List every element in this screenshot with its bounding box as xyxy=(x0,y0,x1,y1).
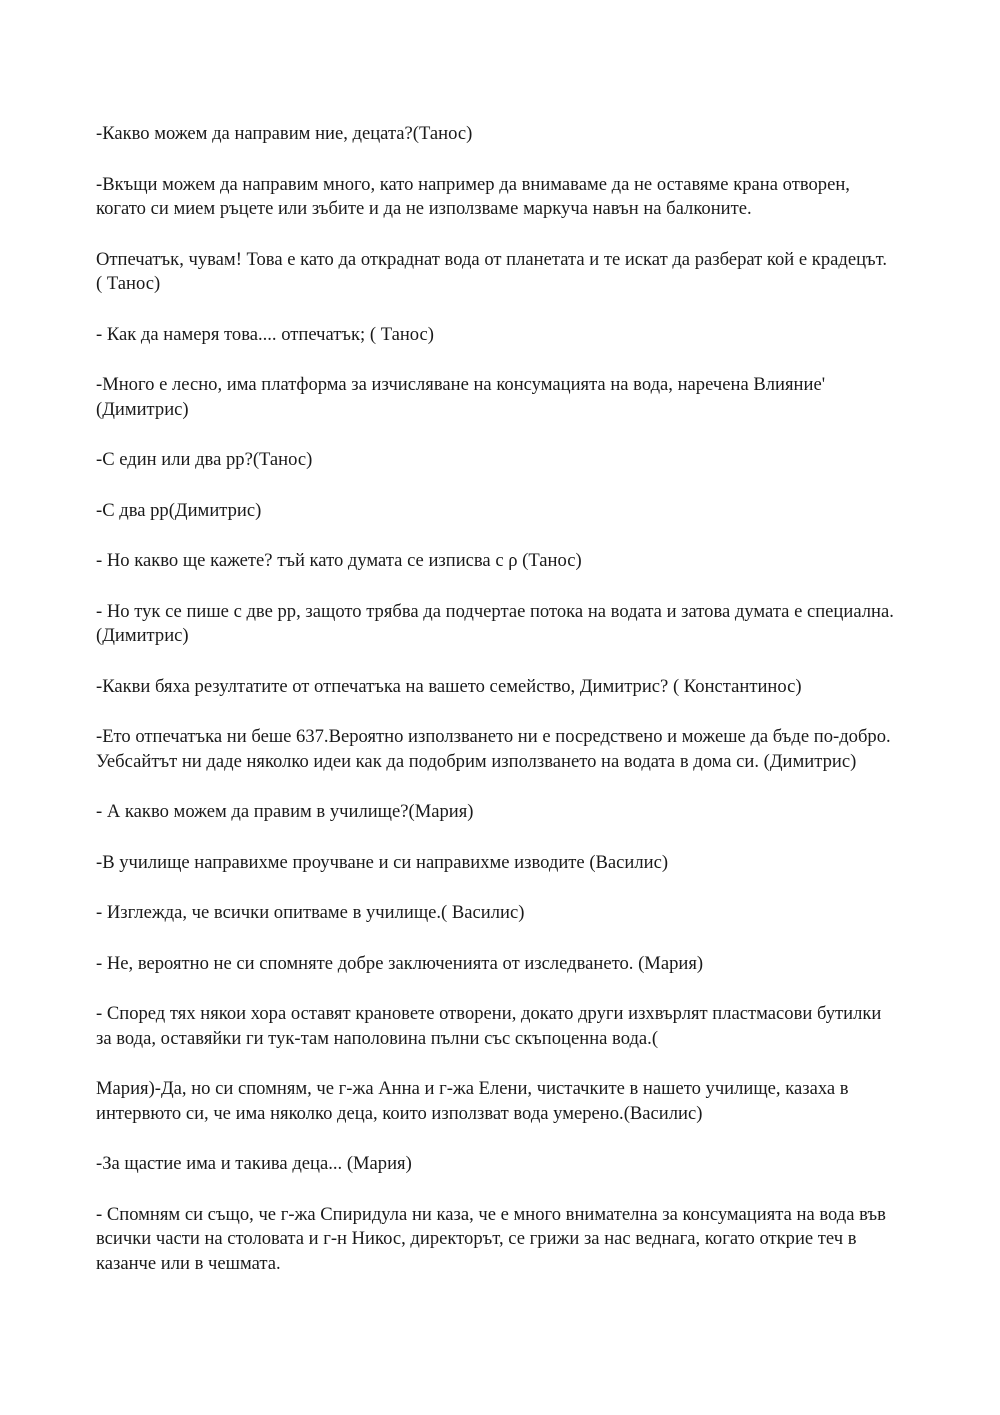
document-body xyxy=(96,122,896,1302)
paragraph: -Какво можем да направим ние, децата?(Танос) xyxy=(96,123,473,144)
paragraph: -Вкъщи можем да направим много, като например да внимаваме да не оставяме крана отворен, когато си мием ръцете или зъбите и да не използваме маркуча навън на балконите. xyxy=(96,173,850,219)
paragraph: - Спомням си също, че г-жа Спиридула ни каза, че е много внимателна за консумацията на вода във всички части на столовата и г-н Никос, директорът, се грижи за нас веднага, когато открие теч в казанче или в чешмата. xyxy=(96,1203,886,1274)
paragraph: - А какво можем да правим в училище?(Мария) xyxy=(96,801,474,822)
paragraph: - Но тук се пише с две pp, защото трябва да подчертае потока на водата и затова думата е специална.(Димитрис) xyxy=(96,600,894,646)
paragraph: -Много е лесно, има платформа за изчисляване на консумацията на вода, наречена Влияние' (Димитрис) xyxy=(96,374,826,420)
paragraph: - Как да намеря това.... отпечатък; ( Танос) xyxy=(96,323,434,345)
paragraph: -За щастие има и такива деца... (Мария) xyxy=(96,1153,412,1174)
paragraph: -В училище направихме проучване и си направихме изводите (Василис) xyxy=(96,851,669,873)
paragraph: - Изглежда, че всички опитваме в училище.( Василис) xyxy=(96,902,525,923)
paragraph: Отпечатък, чувам! Това е като да откраднат вода от планетата и те искат да разберат кой е крадецът. ( Танос) xyxy=(96,248,888,294)
paragraph: - Според тях някои хора оставят крановете отворени, докато други изхвърлят пластмасови бутилки за вода, оставяйки ги тук-там наполовина пълни със скъпоценна вода.( xyxy=(96,1003,882,1049)
paragraph: - Но какво ще кажете? тъй като думата се изписва с ρ (Танос) xyxy=(96,550,582,571)
paragraph: -Какви бяха резултатите от отпечатъка на вашето семейство, Димитрис? ( Константинос) xyxy=(96,675,802,697)
paragraph: -С два pp(Димитрис) xyxy=(96,499,262,521)
paragraph: - Не, вероятно не си спомняте добре заключенията от изследването. (Мария) xyxy=(96,952,704,974)
paragraph: Мария)-Да, но си спомням, че г-жа Анна и г-жа Елени, чистачките в нашето училище, казаха в интервюто си, че има няколко деца, които използват вода умерено.(Василис) xyxy=(96,1078,849,1124)
paragraph: -С един или два pp?(Танос) xyxy=(96,449,313,470)
paragraph: -Ето отпечатъка ни беше 637.Вероятно използването ни е посредствено и можеше да бъде по-добро. Уебсайтът ни даде няколко идеи как да подобрим използването на водата в дома си. (Димитрис) xyxy=(96,726,891,772)
